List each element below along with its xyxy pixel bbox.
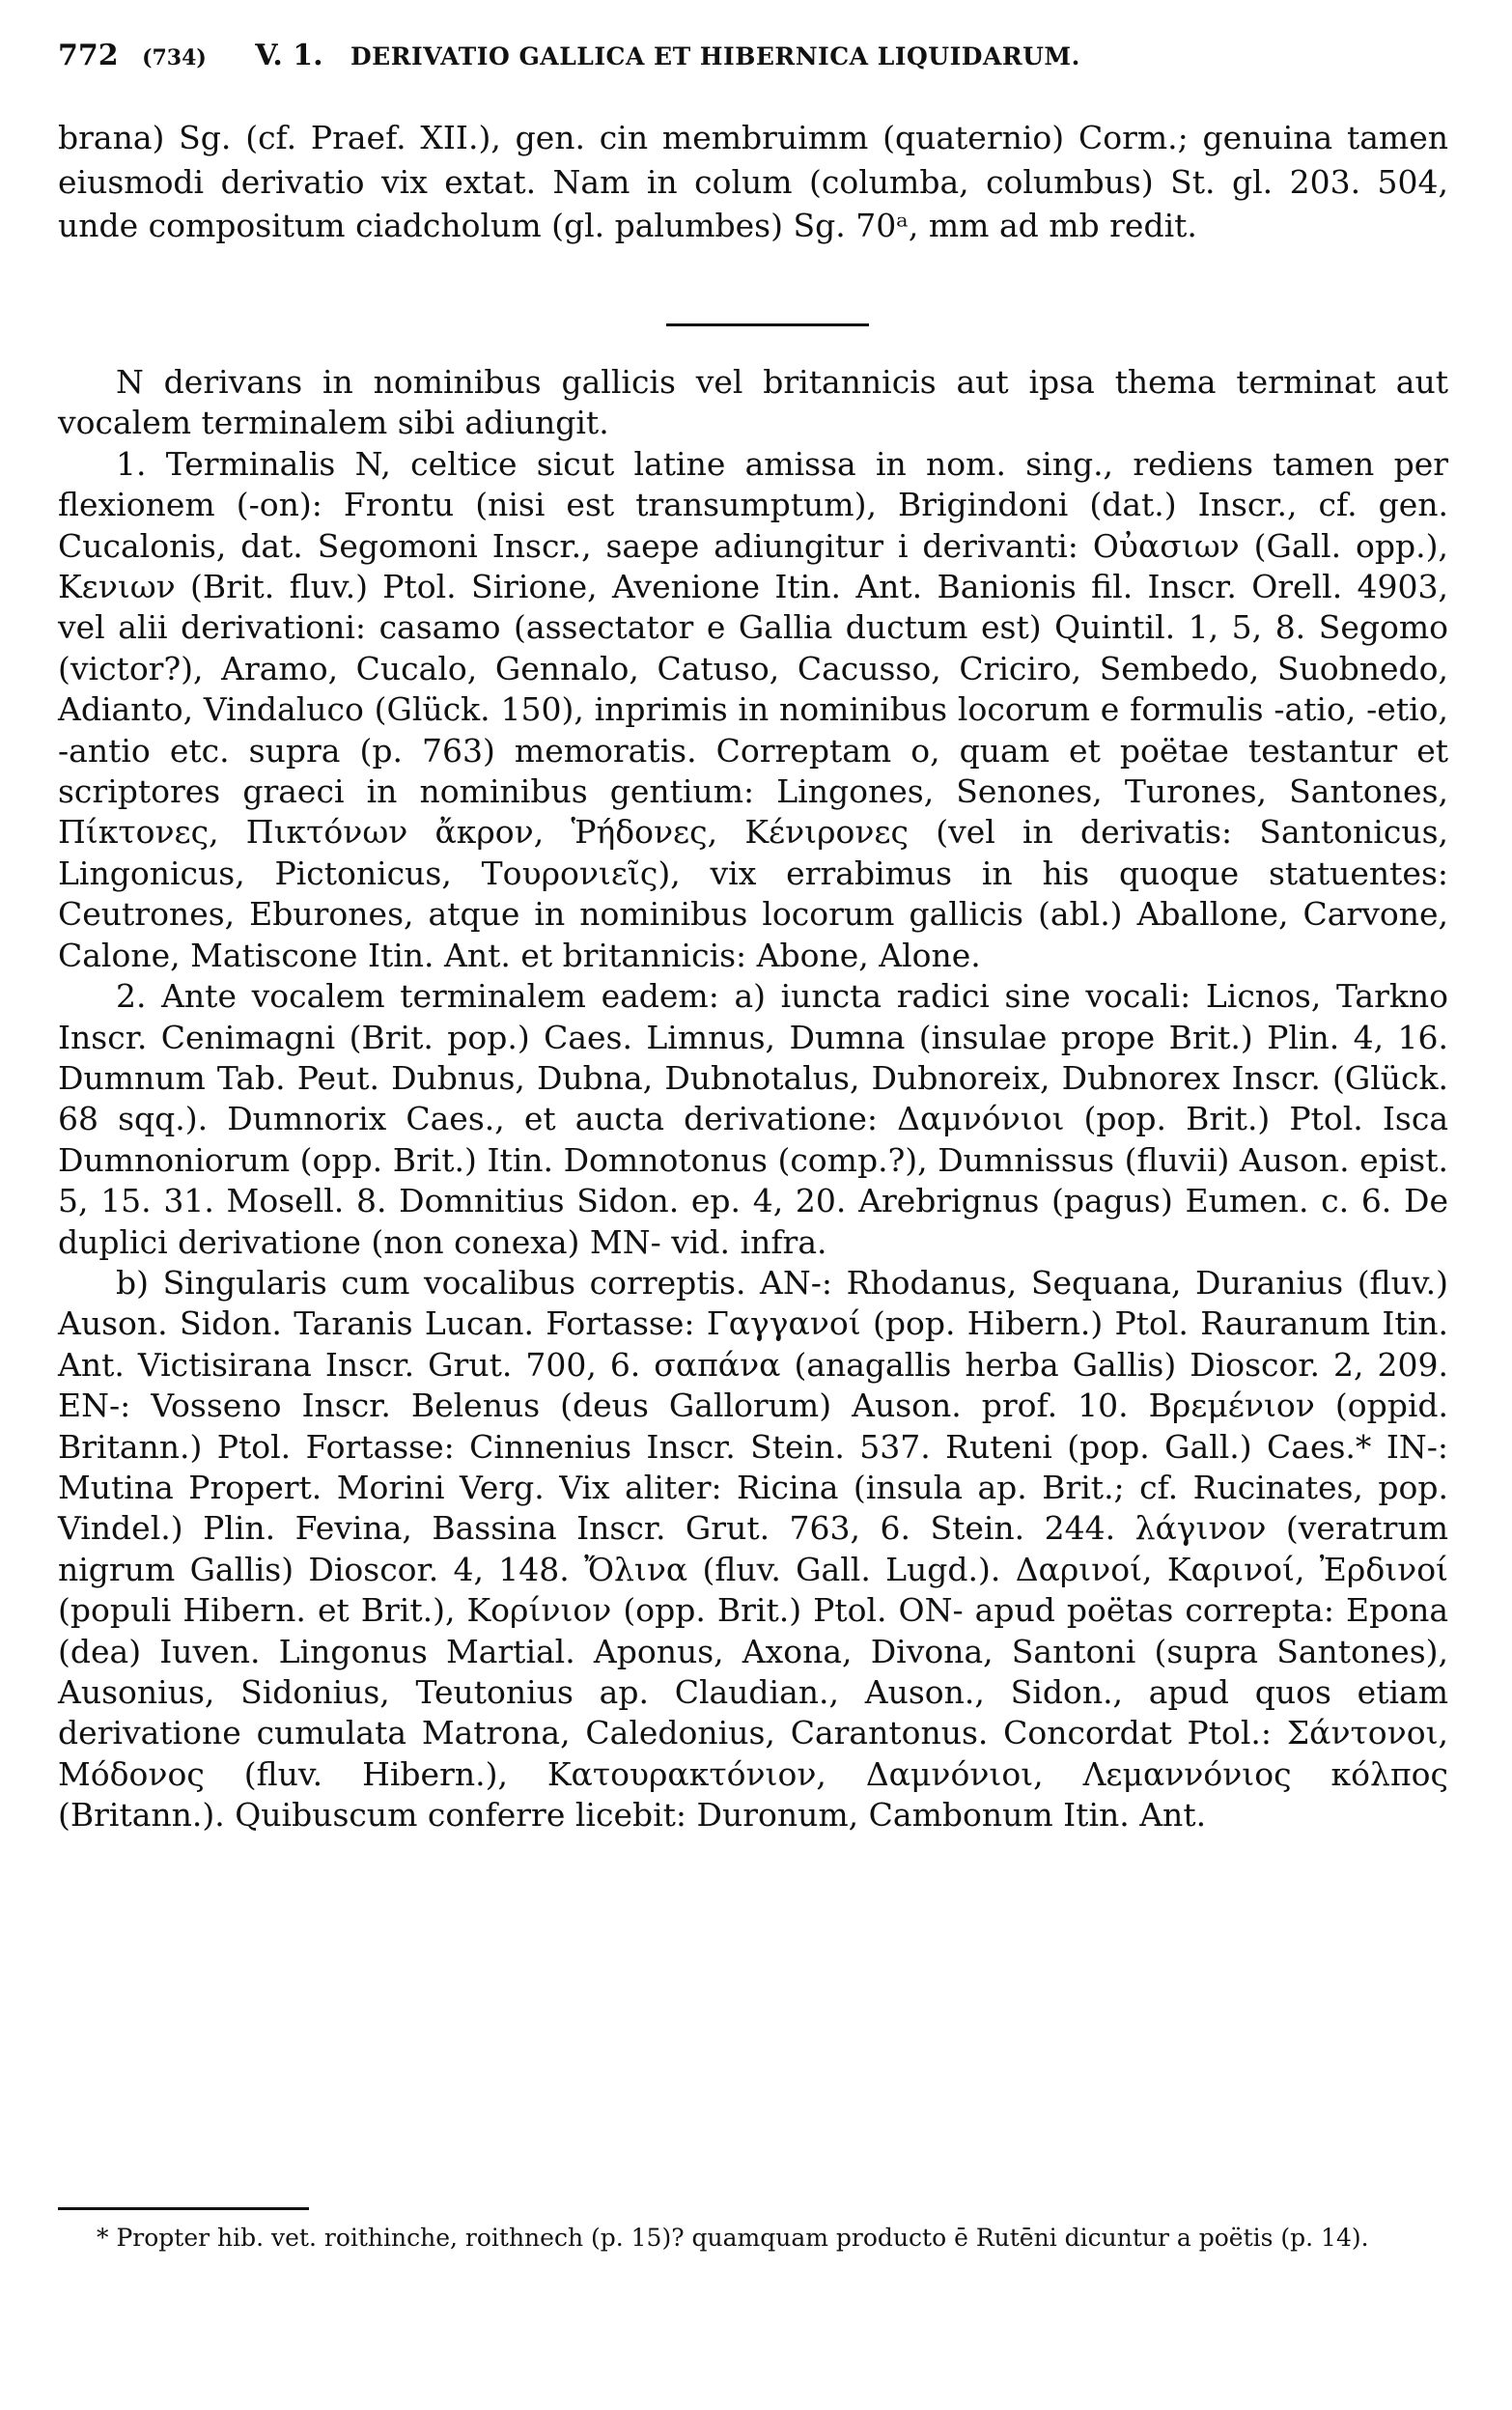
main-text-block [58,362,1448,1836]
continued-paragraph-block [58,116,1448,248]
original-page-number: (734) [142,45,207,70]
footnote-rule [58,2207,309,2210]
section-number: V. 1. [255,39,323,72]
paragraph-terminalis-n: 1. Terminalis N, celtice sicut latine amissa in nom. sing., rediens tamen per flexionem (-on): Frontu (nisi est transumptum), Brigindoni (dat.) Inscr., cf. gen. Cucalonis, dat. Segomoni Inscr., saepe adiungitur i derivanti: Οὐασιων (Gall. opp.), Κενιων (Brit. fluv.) Ptol. Sirione, Avenione Itin. Ant. Banionis fil. Inscr. Orell. 4903, vel alii derivationi: casamo (assectator e Gallia ductum est) Quintil. 1, 5, 8. Segomo (victor?), Aramo, Cucalo, Gennalo, Catuso, Cacusso, Criciro, Sembedo, Suobnedo, Adianto, Vindaluco (Glück. 150), inprimis in nominibus locorum e formulis -atio, -etio, -antio etc. supra (p. 763) memoratis. Correptam o, quam et poëtae testantur et scriptores graeci in nominibus gentium: Lingones, Senones, Turones, Santones, Πίκτονες, Πικτόνων ἄκρον, Ῥήδονες, Κένιρονες (vel in derivatis: Santonicus, Lingonicus, Pictonicus, Τουρονιεῖς), vix errabimus in his quoque statuentes: Ceutrones, Eburones, atque in nominibus locorum gallicis (abl.) Aballone, Carvone, Calone, Matiscone Itin. Ant. et britannicis: Abone, Alone. [58,444,1448,974]
running-title: DERIVATIO GALLICA ET HIBERNICA LIQUIDARUM. [350,42,1080,70]
footnote: * Propter hib. vet. roithinche, roithnech (p. 15)? quamquam producto ē Rutēni dicuntur a poëtis (p. 14). [97,2224,1369,2252]
running-header [58,37,1448,77]
section-divider [666,323,869,326]
page-number: 772 [58,39,119,72]
paragraph-ante-vocalem: 2. Ante vocalem terminalem eadem: a) iuncta radici sine vocali: Licnos, Tarkno Inscr. Cenimagni (Brit. pop.) Caes. Limnus, Dumna (insulae prope Brit.) Plin. 4, 16. Dumnum Tab. Peut. Dubnus, Dubna, Dubnotalus, Dubnoreix, Dubnorex Inscr. (Glück. 68 sqq.). Dumnorix Caes., et aucta derivatione: Δαμνόνιοι (pop. Brit.) Ptol. Isca Dumnoniorum (opp. Brit.) Itin. Domnotonus (comp.?), Dumnissus (fluvii) Auson. epist. 5, 15. 31. Mosell. 8. Domnitius Sidon. ep. 4, 20. Arebrignus (pagus) Eumen. c. 6. De duplici derivatione (non conexa) MN- vid. infra. [58,977,1448,1261]
paragraph-singularis: b) Singularis cum vocalibus correptis. AN-: Rhodanus, Sequana, Duranius (fluv.) Auson. Sidon. Taranis Lucan. Fortasse: Γαγγανοί (pop. Hibern.) Ptol. Rauranum Itin. Ant. Victisirana Inscr. Grut. 700, 6. σαπάνα (anagallis herba Gallis) Dioscor. 2, 209. EN-: Vosseno Inscr. Belenus (deus Gallorum) Auson. prof. 10. Βρεμένιον (oppid. Britann.) Ptol. Fortasse: Cinnenius Inscr. Stein. 537. Ruteni (pop. Gall.) Caes.* IN-: Mutina Propert. Morini Verg. Vix aliter: Ricina (insula ap. Brit.; cf. Rucinates, pop. Vindel.) Plin. Fevina, Bassina Inscr. Grut. 763, 6. Stein. 244. λάγινον (veratrum nigrum Gallis) Dioscor. 4, 148. Ὄλινα (fluv. Gall. Lugd.). Δαρινοί, Καρινοί, Ἐρδινοί (populi Hibern. et Brit.), Κορίνιον (opp. Brit.) Ptol. ON- apud poëtas correpta: Epona (dea) Iuven. Lingonus Martial. Aponus, Axona, Divona, Santoni (supra Santones), Ausonius, Sidonius, Teutonius ap. Claudian., Auson., Sidon., apud quos etiam derivatione cumulata Matrona, Caledonius, Carantonus. Concordat Ptol.: Σάντονοι, Μόδονος (fluv. Hibern.), Κατουρακτόνιον, Δαμνόνιοι, Λεμαννόνιος κόλπος (Britann.). Quibuscum conferre licebit: Duronum, Cambonum Itin. Ant. [58,1263,1448,1835]
continued-paragraph: brana) Sg. (cf. Praef. XII.), gen. cin membruimm (quaternio) Corm.; genuina tamen eiusmodi derivatio vix extat. Nam in colum (columba, columbus) St. gl. 203. 504, unde compositum ciadcholum (gl. palumbes) Sg. 70ᵃ, mm ad mb redit. [58,119,1448,244]
intro-paragraph: N derivans in nominibus gallicis vel britannicis aut ipsa thema terminat aut vocalem terminalem sibi adiungit. [58,363,1448,442]
